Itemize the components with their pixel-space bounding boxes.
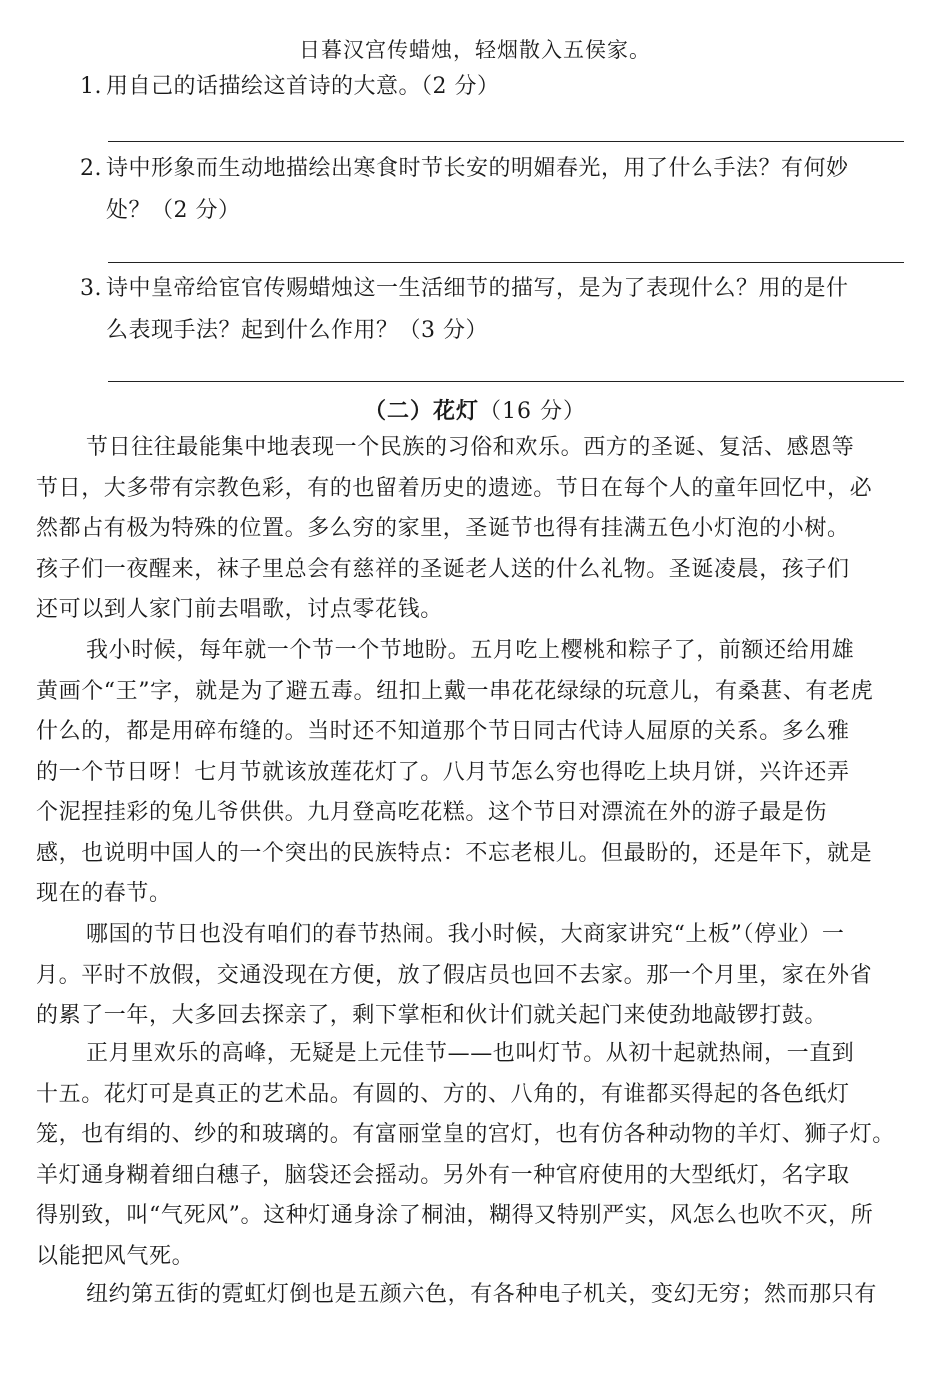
paragraph-1 [36,428,908,631]
question-text: 用自己的话描绘这首诗的大意。（2 分） [106,74,500,99]
question-number: 2. [80,156,102,181]
section-title [0,394,950,425]
paragraph-line: 黄画个“王”字，就是为了避五毒。纽扣上戴一串花花绿绿的玩意儿，有桑葚、有老虎 [36,678,874,704]
paragraph-5 [36,1275,908,1316]
paragraph-line: 的一个节日呀！七月节就该放莲花灯了。八月节怎么穷也得吃上块月饼，兴许还弄 [36,759,850,785]
paragraph-line: 感，也说明中国人的一个突出的民族特点：不忘老根儿。但最盼的，还是年下，就是 [36,840,873,866]
question-1 [80,66,910,108]
paragraph-2 [36,631,908,915]
paragraph-line: 然都占有极为特殊的位置。多么穷的家里，圣诞节也得有挂满五色小灯泡的小树。 [36,516,850,541]
question-3 [80,268,910,352]
section-title-text: （二）花灯 [363,398,479,424]
paragraph-line: 笼，也有绢的、纱的和玻璃的。有富丽堂皇的宫灯，也有仿各种动物的羊灯、狮子灯。 [36,1122,895,1147]
paragraph-line: 纽约第五街的霓虹灯倒也是五颜六色，有各种电子机关，变幻无穷；然而那只有 [86,1282,878,1307]
paragraph-line: 现在的春节。 [36,881,172,906]
paragraph-line: 我小时候，每年就一个节一个节地盼。五月吃上樱桃和粽子了，前额还给用雄 [86,638,855,663]
paragraph-line: 以能把风气死。 [36,1243,195,1269]
paragraph-4 [36,1034,908,1277]
paragraph-line: 还可以到人家门前去唱歌，讨点零花钱。 [36,597,443,622]
question-2 [80,148,910,232]
answer-line[interactable] [108,262,904,263]
paragraph-line: 什么的，都是用碎布缝的。当时还不知道那个节日同古代诗人屈原的关系。多么雅 [36,719,850,744]
poem-line: 日暮汉宫传蜡烛，轻烟散入五侯家。 [299,38,651,62]
question-number: 1. [80,74,102,99]
paragraph-line: 节日，大多带有宗教色彩，有的也留着历史的遗迹。节日在每个人的童年回忆中，必 [36,475,873,501]
paragraph-line: 月。平时不放假，交通没现在方便，放了假店员也回不去家。那一个月里，家在外省 [36,962,873,988]
section-points: （16 分） [479,399,586,424]
question-text-continued: 么表现手法？起到什么作用？（3 分） [106,318,488,343]
question-number: 3. [80,276,102,301]
question-text-continued: 处？（2 分） [106,198,241,223]
answer-line[interactable] [108,141,904,142]
paragraph-line: 正月里欢乐的高峰，无疑是上元佳节——也叫灯节。从初十起就热闹，一直到 [86,1041,855,1066]
paragraph-line: 得别致，叫“气死风”。这种灯通身涂了桐油，糊得又特别严实，风怎么也吹不灭，所 [36,1203,874,1228]
paragraph-line: 羊灯通身糊着细白穗子，脑袋还会摇动。另外有一种官府使用的大型纸灯，名字取 [36,1162,850,1188]
paragraph-line: 十五。花灯可是真正的艺术品。有圆的、方的、八角的，有谁都买得起的各色纸灯 [36,1081,850,1107]
paragraph-line: 孩子们一夜醒来，袜子里总会有慈祥的圣诞老人送的什么礼物。圣诞凌晨，孩子们 [36,556,850,582]
paragraph-3 [36,915,908,1037]
question-text: 诗中形象而生动地描绘出寒食时节长安的明媚春光，用了什么手法？有何妙 [106,156,849,181]
paragraph-line: 节日往往最能集中地表现一个民族的习俗和欢乐。西方的圣诞、复活、感恩等 [86,435,855,460]
answer-line[interactable] [108,381,904,382]
paragraph-line: 个泥捏挂彩的兔儿爷供供。九月登高吃花糕。这个节日对漂流在外的游子最是伤 [36,800,828,825]
paragraph-line: 哪国的节日也没有咱们的春节热闹。我小时候，大商家讲究“上板”（停业）一 [86,922,845,947]
paragraph-line: 的累了一年，大多回去探亲了，剩下掌柜和伙计们就关起门来使劲地敲锣打鼓。 [36,1003,828,1028]
question-text: 诗中皇帝给宦官传赐蜡烛这一生活细节的描写，是为了表现什么？用的是什 [106,276,849,301]
